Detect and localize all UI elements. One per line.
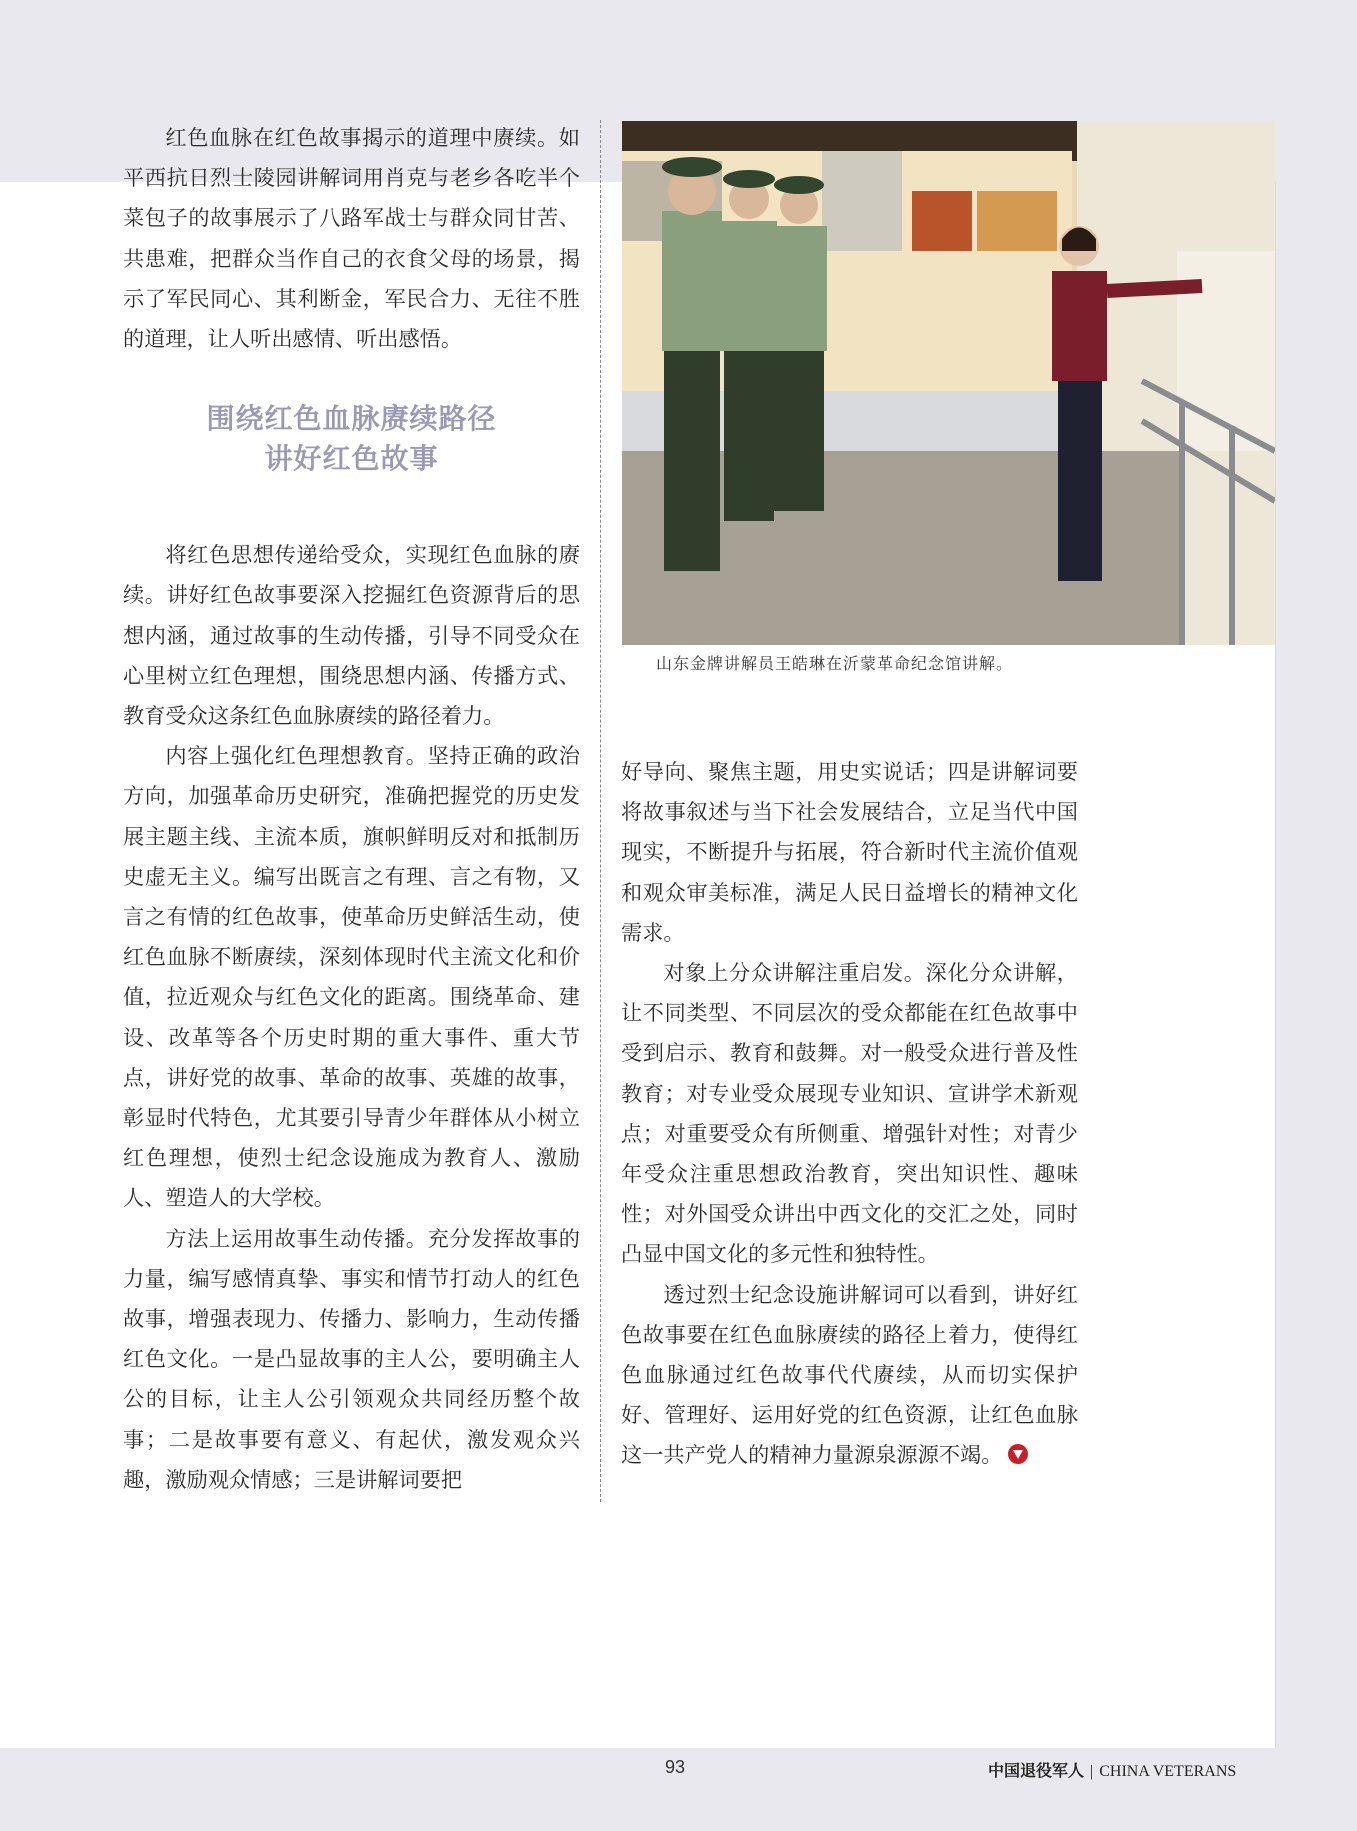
museum-photo [622, 121, 1275, 645]
section-heading-line-1: 围绕红色血脉赓续路径 [206, 402, 497, 436]
page-number: 93 [665, 1757, 686, 1777]
left-column [123, 118, 580, 1500]
paragraph: 方法上运用故事生动传播。充分发挥故事的力量，编写感情真挚、事实和情节打动人的红色故事，增强表现力、传播力、影响力，生动传播红色文化。一是凸显故事的主人公，要明确主人公的目标，让主人公引领观众共同经历整个故事；二是故事要有意义、有起伏，激发观众兴趣，激励观众情感；三是讲解词要把 [123, 1225, 580, 1492]
column-divider [600, 120, 601, 1502]
right-column [621, 752, 1078, 1476]
magazine-name-zh: 中国退役军人 [988, 1761, 1085, 1780]
magazine-brand [988, 1758, 1236, 1781]
photo-caption: 山东金牌讲解员王皓琳在沂蒙革命纪念馆讲解。 [656, 654, 1014, 673]
paragraph: 对象上分众讲解注重启发。深化分众讲解，让不同类型、不同层次的受众都能在红色故事中受到启示、教育和鼓舞。对一般受众进行普及性教育；对专业受众展现专业知识、宣讲学术新观点；对重要受众有所侧重、增强针对性；对青少年受众注重思想政治教育，突出知识性、趣味性；对外国受众讲出中西文化的交汇之处，同时凸显中国文化的多元性和独特性。 [621, 960, 1078, 1267]
section-heading [123, 399, 580, 479]
paragraph [621, 1275, 1078, 1476]
paragraph-text: 透过烈士纪念设施讲解词可以看到，讲好红色故事要在红色血脉赓续的路径上着力，使得红色血脉通过红色故事代代赓续，从而切实保护好、管理好、运用好党的红色资源，让红色血脉这一共产党人的精神力量源泉源源不竭。 [621, 1281, 1078, 1468]
brand-separator: | [1090, 1763, 1094, 1780]
paragraph: 将红色思想传递给受众，实现红色血脉的赓续。讲好红色故事要深入挖掘红色资源背后的思想内涵，通过故事的生动传播，引导不同受众在心里树立红色理想，围绕思想内涵、传播方式、教育受众这条红色血脉赓续的路径着力。 [123, 542, 580, 729]
paragraph: 好导向、聚焦主题，用史实说话；四是讲解词要将故事叙述与当下社会发展结合，立足当代中国现实，不断提升与拓展，符合新时代主流价值观和观众审美标准，满足人民日益增长的精神文化需求。 [621, 759, 1078, 945]
section-heading-line-2: 讲好红色故事 [264, 442, 439, 476]
paragraph: 红色血脉在红色故事揭示的道理中赓续。如平西抗日烈士陵园讲解词用肖克与老乡各吃半个菜包子的故事展示了八路军战士与群众同甘苦、共患难，把群众当作自己的衣食父母的场景，揭示了军民同心、其利断金，军民合力、无往不胜的道理，让人听出感情、听出感悟。 [123, 125, 580, 352]
magazine-name-en: CHINA VETERANS [1099, 1763, 1237, 1780]
paragraph: 内容上强化红色理想教育。坚持正确的政治方向，加强革命历史研究，准确把握党的历史发展主题主线、主流本质，旗帜鲜明反对和抵制历史虚无主义。编写出既言之有理、言之有物，又言之有情的红色故事，使革命历史鲜活生动，使红色血脉不断赓续，深刻体现时代主流文化和价值，拉近观众与红色文化的距离。围绕革命、建设、改革等各个历史时期的重大事件、重大节点，讲好党的故事、革命的故事、英雄的故事，彰显时代特色，尤其要引导青少年群体从小树立红色理想，使烈士纪念设施成为教育人、激励人、塑造人的大学校。 [123, 743, 580, 1211]
end-mark-icon [1008, 1444, 1028, 1464]
